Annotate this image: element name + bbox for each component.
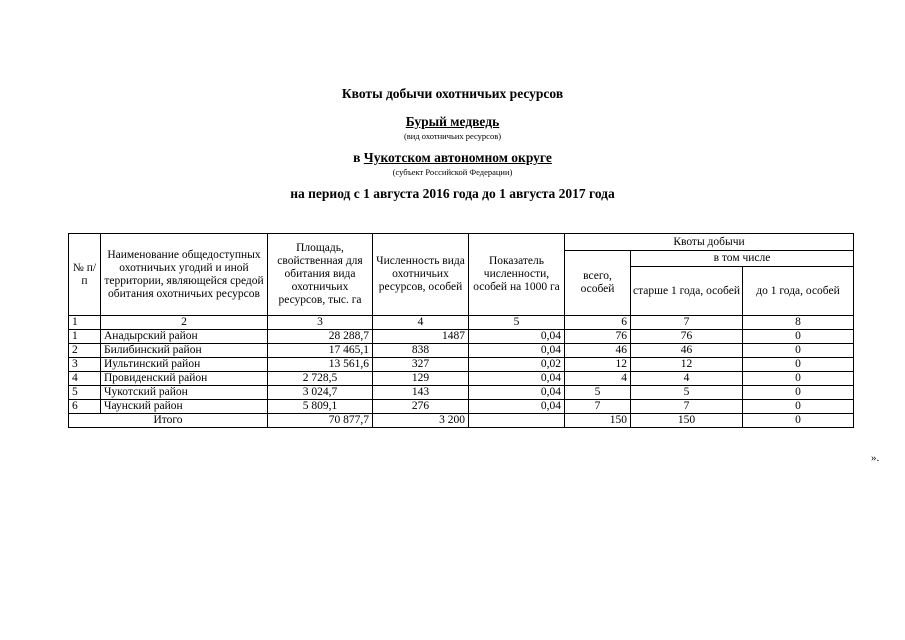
column-number: 7 <box>631 316 743 330</box>
quota-older-value: 12 <box>631 358 743 372</box>
area-value: 2 728,5 <box>268 372 373 386</box>
area-value: 17 465,1 <box>268 344 373 358</box>
table-row <box>69 344 854 358</box>
area-value: 3 024,7 <box>268 386 373 400</box>
header-num: № п/п <box>69 234 101 316</box>
population-value: 143 <box>373 386 469 400</box>
district-name: Билибинский район <box>101 344 268 358</box>
table-row <box>69 400 854 414</box>
region-line <box>0 150 905 166</box>
row-number: 6 <box>69 400 101 414</box>
density-value: 0,04 <box>469 372 565 386</box>
district-name: Чукотский район <box>101 386 268 400</box>
population-value: 838 <box>373 344 469 358</box>
header-population: Численность вида охотничьих ресурсов, особей <box>373 234 469 316</box>
density-value: 0,04 <box>469 344 565 358</box>
header-name: Наименование общедоступных охотничьих угодий и иной территории, являющейся средой обитания охотничьих ресурсов <box>101 234 268 316</box>
area-value: 5 809,1 <box>268 400 373 414</box>
table-row <box>69 372 854 386</box>
period-line: на период с 1 августа 2016 года до 1 августа 2017 года <box>290 186 615 201</box>
total-row <box>69 414 854 428</box>
quota-younger-value: 0 <box>743 344 854 358</box>
density-value: 0,04 <box>469 386 565 400</box>
column-number: 2 <box>101 316 268 330</box>
total-quota-younger-value: 0 <box>743 414 854 428</box>
quota-younger-value: 0 <box>743 330 854 344</box>
header-including: в том числе <box>631 251 854 267</box>
table-row <box>69 386 854 400</box>
quota-total-value: 76 <box>565 330 631 344</box>
population-value: 129 <box>373 372 469 386</box>
quota-older-value: 76 <box>631 330 743 344</box>
column-number-row <box>69 316 854 330</box>
header-area: Площадь, свойственная для обитания вида охотничьих ресурсов, тыс. га <box>268 234 373 316</box>
density-value: 0,02 <box>469 358 565 372</box>
total-population-value: 3 200 <box>373 414 469 428</box>
quota-total-value: 4 <box>565 372 631 386</box>
column-number: 4 <box>373 316 469 330</box>
region-prefix: в <box>353 150 361 165</box>
total-density-value <box>469 414 565 428</box>
header-total: всего, особей <box>565 251 631 316</box>
table-row <box>69 358 854 372</box>
total-label: Итого <box>69 414 268 428</box>
population-value: 276 <box>373 400 469 414</box>
region-caption: (субъект Российской Федерации) <box>392 167 513 177</box>
column-number: 3 <box>268 316 373 330</box>
region-name: Чукотском автономном округе <box>363 150 552 165</box>
quota-younger-value: 0 <box>743 400 854 414</box>
quota-table <box>68 233 854 428</box>
quota-older-value: 5 <box>631 386 743 400</box>
header-older: старше 1 года, особей <box>631 267 743 316</box>
row-number: 5 <box>69 386 101 400</box>
density-value: 0,04 <box>469 400 565 414</box>
total-area-value: 70 877,7 <box>268 414 373 428</box>
population-value: 327 <box>373 358 469 372</box>
header-younger: до 1 года, особей <box>743 267 854 316</box>
district-name: Анадырский район <box>101 330 268 344</box>
column-number: 1 <box>69 316 101 330</box>
row-number: 3 <box>69 358 101 372</box>
quota-total-value: 12 <box>565 358 631 372</box>
quota-total-value: 46 <box>565 344 631 358</box>
district-name: Чаунский район <box>101 400 268 414</box>
total-quota-older-value: 150 <box>631 414 743 428</box>
row-number: 1 <box>69 330 101 344</box>
quota-younger-value: 0 <box>743 358 854 372</box>
header-density: Показатель численности, особей на 1000 га <box>469 234 565 316</box>
area-value: 13 561,6 <box>268 358 373 372</box>
total-quota-value: 150 <box>565 414 631 428</box>
closing-quote-mark: ». <box>871 452 880 464</box>
quota-older-value: 46 <box>631 344 743 358</box>
document-title: Квоты добычи охотничьих ресурсов <box>341 86 564 101</box>
population-value: 1487 <box>373 330 469 344</box>
row-number: 2 <box>69 344 101 358</box>
district-name: Провиденский район <box>101 372 268 386</box>
quota-younger-value: 0 <box>743 372 854 386</box>
area-value: 28 288,7 <box>268 330 373 344</box>
density-value: 0,04 <box>469 330 565 344</box>
table-row <box>69 330 854 344</box>
column-number: 8 <box>743 316 854 330</box>
species-caption: (вид охотничьих ресурсов) <box>403 131 502 141</box>
quota-total-value: 7 <box>565 400 631 414</box>
species-name: Бурый медведь <box>405 114 500 129</box>
quota-older-value: 4 <box>631 372 743 386</box>
header-quota-group: Квоты добычи <box>565 234 854 251</box>
quota-total-value: 5 <box>565 386 631 400</box>
quota-older-value: 7 <box>631 400 743 414</box>
district-name: Иультинский район <box>101 358 268 372</box>
row-number: 4 <box>69 372 101 386</box>
column-number: 5 <box>469 316 565 330</box>
quota-younger-value: 0 <box>743 386 854 400</box>
column-number: 6 <box>565 316 631 330</box>
